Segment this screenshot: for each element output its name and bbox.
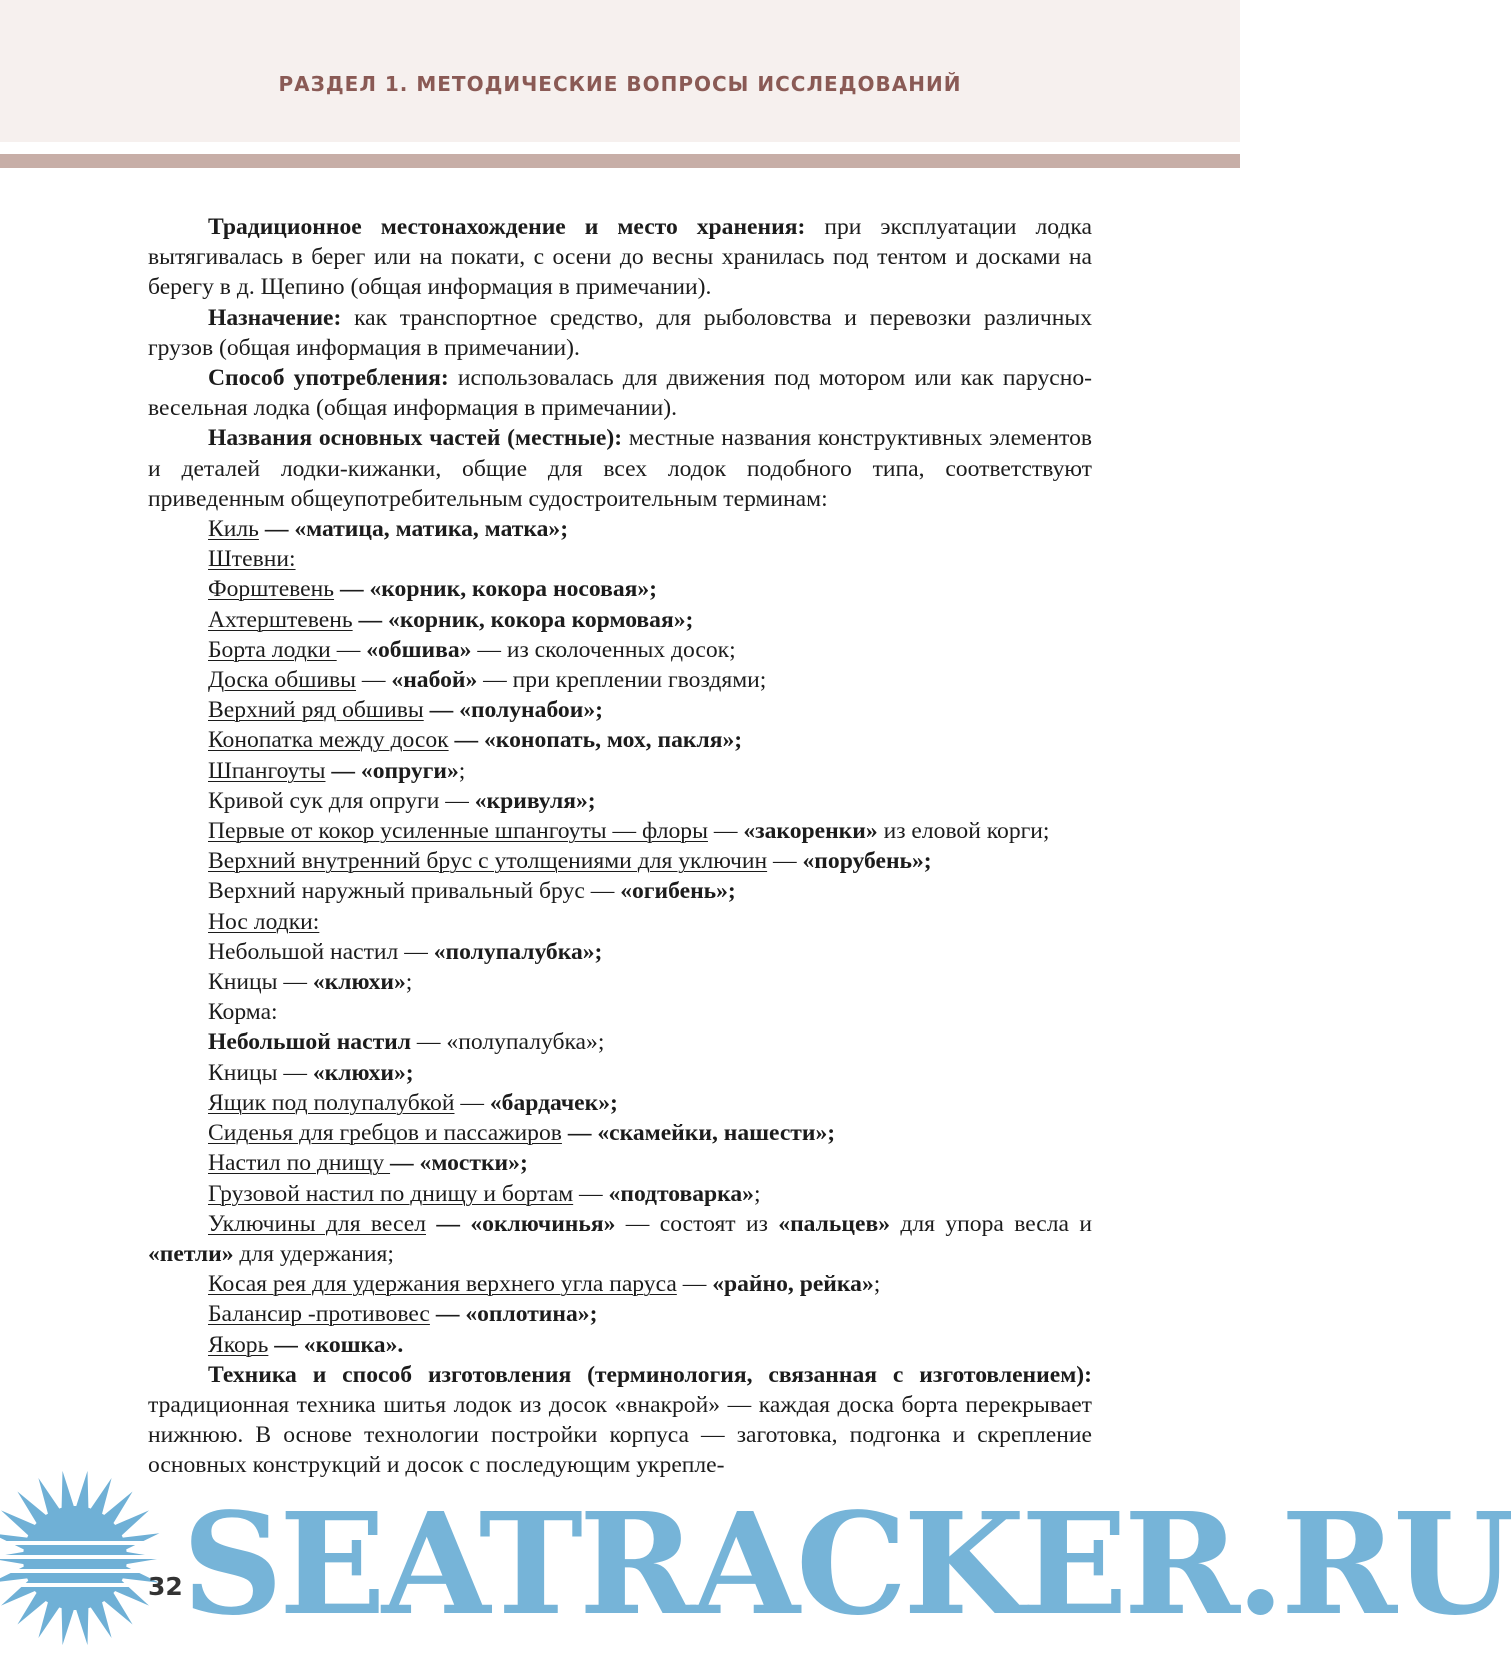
sun-stripe: [0, 1583, 170, 1587]
term-line: Нос лодки:: [208, 908, 320, 935]
section-title: РАЗДЕЛ 1. МЕТОДИЧЕСКИЕ ВОПРОСЫ ИССЛЕДОВАНИЙ: [278, 72, 962, 96]
term-line: Киль — «матица, матика, матка»;: [208, 516, 569, 543]
term-line: Первые от кокор усиленные шпангоуты — флоры — «закоренки» из еловой корги;: [208, 818, 1050, 845]
term-line: Верхний ряд обшивы — «полунабои»;: [208, 697, 603, 724]
term-line: Балансир -противовес — «оплотина»;: [208, 1301, 598, 1328]
term-line: Борта лодки — «обшива» — из сколоченных досок;: [208, 636, 736, 663]
term-line: Косая рея для удержания верхнего угла паруса — «райно, рейка»;: [208, 1271, 881, 1298]
watermark-text: SEATRACKER.RU: [182, 1483, 1511, 1647]
term-line: Корма:: [208, 999, 278, 1026]
page-header: [0, 0, 1240, 142]
term-line: Кницы — «клюхи»;: [208, 969, 413, 996]
header-divider: [0, 154, 1240, 168]
term-line: Кривой сук для опруги — «кривуля»;: [208, 787, 596, 814]
term-line: Штевни:: [208, 546, 296, 573]
paragraph-usage: Способ употребления: использовалась для движения под мотором или как парусно-весельная лодка (общая информация в примечании).: [148, 365, 1092, 422]
term-line: Настил по днищу — «мостки»;: [208, 1150, 528, 1177]
term-line: Сиденья для гребцов и пассажиров — «скамейки, нашести»;: [208, 1120, 836, 1147]
body-text: [148, 212, 1092, 1481]
term-line: Верхний наружный привальный брус — «огибень»;: [208, 878, 736, 905]
sun-stripe: [0, 1569, 170, 1573]
term-line: Небольшой настил — «полупалубка»;: [208, 938, 603, 965]
term-line: Верхний внутренний брус с утолщениями для уключин — «порубень»;: [208, 848, 932, 875]
term-line: Форштевень — «корник, кокора носовая»;: [208, 576, 658, 603]
term-line: Небольшой настил — «полупалубка»;: [208, 1029, 605, 1056]
sun-stripe: [0, 1555, 170, 1559]
paragraph-technique: Техника и способ изготовления (терминология, связанная с изготовлением): традиционная техника шитья лодок из досок «внакрой» — каждая доска борта перекрывает нижнюю. В основе технологии постройки корпуса — заготовка, подгонка и скрепление основных конструкций и досок с последующим укрепле-: [148, 1361, 1092, 1479]
sun-stripe: [0, 1541, 170, 1545]
term-line: Конопатка между досок — «конопать, мох, пакля»;: [208, 727, 743, 754]
term-line: Ахтерштевень — «корник, кокора кормовая»;: [208, 606, 694, 633]
page-number: 32: [148, 1572, 183, 1601]
paragraph-purpose: Назначение: как транспортное средство, для рыболовства и перевозки различных грузов (общая информация в примечании).: [148, 304, 1092, 361]
term-line: Доска обшивы — «набой» — при креплении гвоздями;: [208, 667, 767, 694]
term-line: Шпангоуты — «опруги»;: [208, 757, 466, 784]
term-line: Грузовой настил по днищу и бортам — «подтоварка»;: [208, 1180, 761, 1207]
term-line: Ящик под полупалубкой — «бардачек»;: [208, 1089, 618, 1116]
paragraph-part-names: Названия основных частей (местные): местные названия конструктивных элементов и деталей лодки-кижанки, общие для всех лодок подобного типа, соответствуют приведенным общеупотребительным судостроительным терминам:: [148, 425, 1093, 512]
term-line: Уключины для весел — «оключинья» — состоят из «пальцев» для упора весла и «петли» для удержания;: [148, 1210, 1092, 1267]
term-line: Кницы — «клюхи»;: [208, 1059, 414, 1086]
paragraph-location: Традиционное местонахождение и место хранения: при эксплуатации лодка вытягивалась в берег или на покати, с осени до весны хранилась под тентом и досками на берегу в д. Щепино (общая информация в примечании).: [148, 214, 1093, 301]
term-line: Якорь — «кошка».: [208, 1331, 404, 1358]
